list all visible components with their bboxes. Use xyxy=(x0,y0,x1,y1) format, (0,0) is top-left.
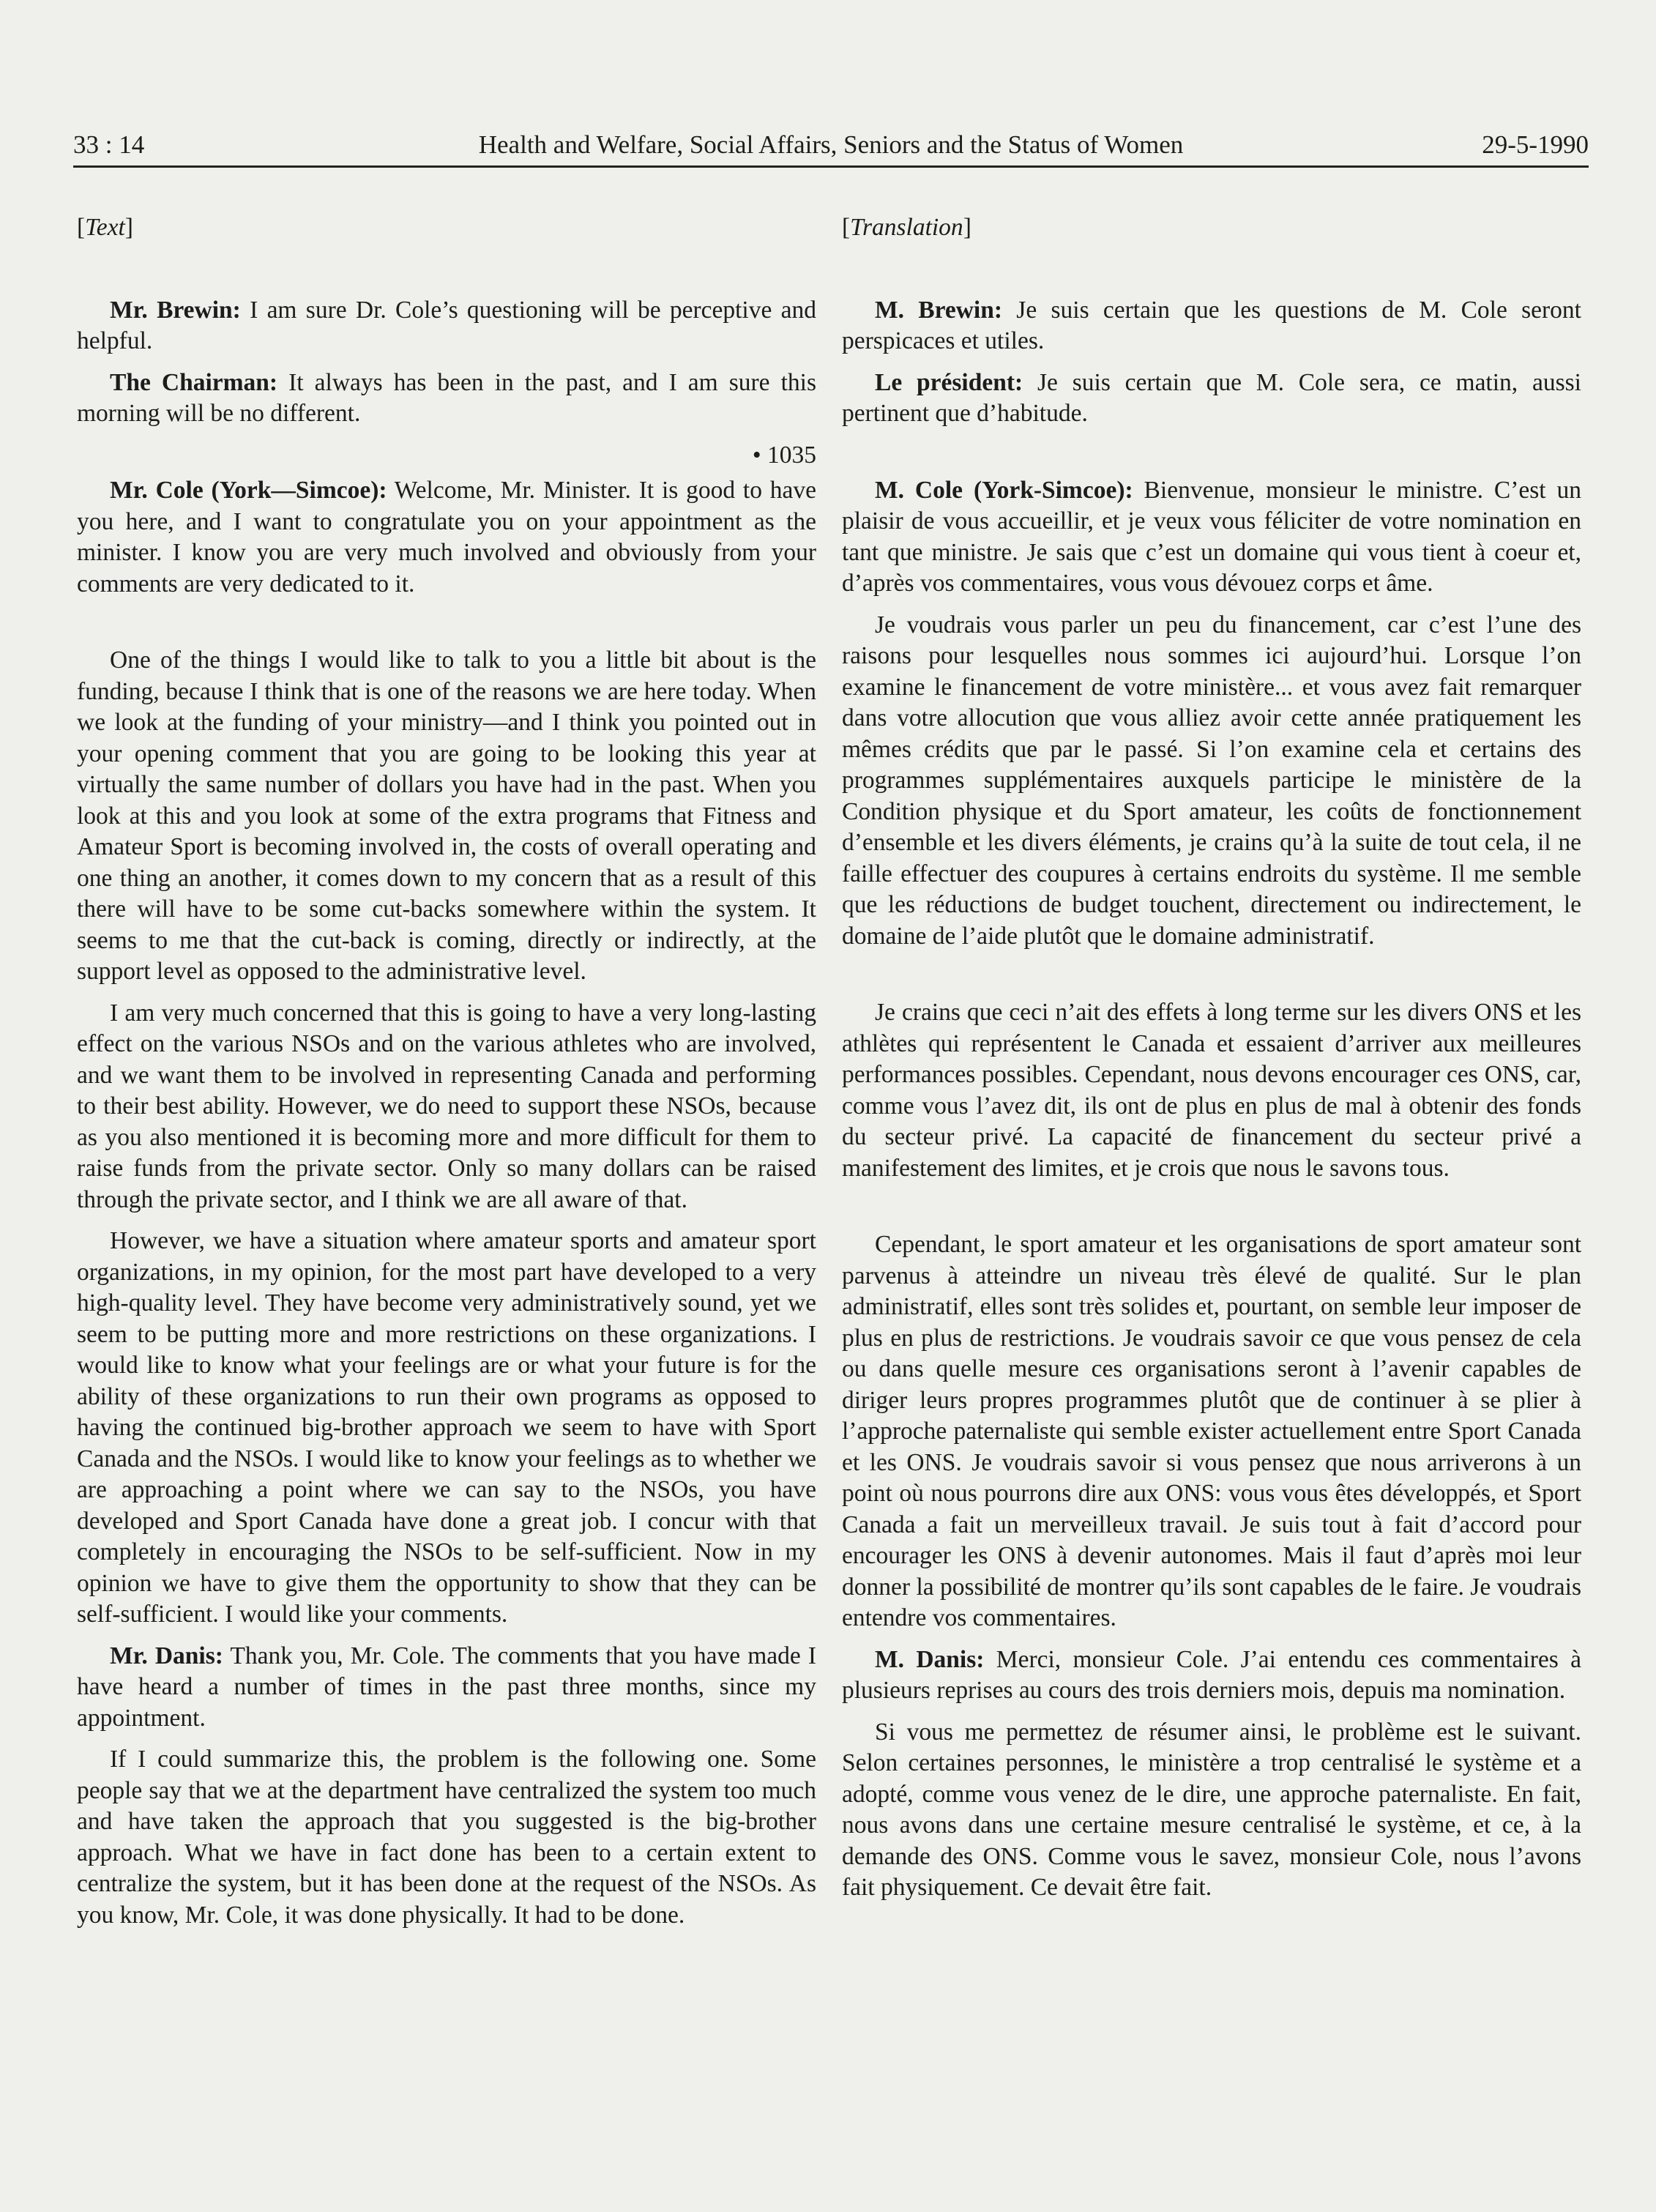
speaker-name: Mr. Brewin: xyxy=(110,296,241,324)
paragraph: One of the things I would like to talk to you a little bit about is the funding, because I think that is one of the reasons we are here today. When we look at the funding of your ministry—and I think you pointed out in your opening comment that you are going to be looking this year at virtually the same number of dollars you have had in the past. When you look at this and you look at some of the extra programs that Fitness and Amateur Sport is becoming involved in, the costs of overall operating and one thing an another, it comes down to my concern that as a result of this there will have to be some cut-backs somewhere within the system. It seems to me that the cut-back is coming, directly or indirectly, at the support level as opposed to the administrative level. xyxy=(77,647,816,985)
paragraph: However, we have a situation where amateur sports and amateur sport organizations, in my opinion, for the most part have developed to a very high-quality level. They have become very administratively sound, yet we seem to be putting more and more restrictions on these organizations. I would like to know what your feelings are or what your future is for the ability of these organizations to run their own programs as opposed to having the continued big-brother approach we seem to have with Sport Canada and the NSOs. I would like to know your feelings as to whether we are approaching a point where we can say to the NSOs, you have developed and Sport Canada have done a great job. I concur with that completely in encouraging the NSOs to be self-sufficient. Now in my opinion we have to give them the opportunity to show that they can be self-sufficient. I would like your comments. xyxy=(77,1227,816,1628)
speech-text: Bienvenue, monsieur le ministre. C’est un plaisir de vous accueillir, et je veux vous féliciter de votre nomination en tant que ministre. Je sais que c’est un domaine qui vous tient à coeur et, d’après vos commentaires, vous vous dévouez corps et âme. xyxy=(842,476,1581,597)
page-number: 33 : 14 xyxy=(73,130,145,159)
paragraph: I am very much concerned that this is going to have a very long-lasting effect on the various NSOs and on the various athletes who are involved, and we want them to be involved in representing Canada and performing to their best ability. However, we do need to support these NSOs, because as you also mentioned it is becoming more and more difficult for them to raise funds from the private sector. Only so many dollars can be raised through the private sector, and I think we are all aware of that. xyxy=(77,999,816,1213)
paragraph: Je crains que ceci n’ait des effets à long terme sur les divers ONS et les athlètes qui représentent le Canada et essaient d’arriver aux meilleures performances possibles. Cependant, nous devons encourager ces ONS, car, comme vous l’avez dit, ils ont de plus en plus de mal à obtenir des fonds du secteur privé. La capacité de financement du secteur privé a manifestement des limites, et je crois que nous le savons tous. xyxy=(842,999,1581,1182)
english-column xyxy=(77,212,816,1941)
speech-text: I am sure Dr. Cole’s questioning will be perceptive and helpful. xyxy=(77,296,816,354)
paragraph xyxy=(77,1641,816,1735)
paragraph xyxy=(842,1645,1581,1707)
speaker-name: M. Brewin: xyxy=(875,296,1003,324)
paragraph xyxy=(842,295,1581,357)
speech-text: Welcome, Mr. Minister. It is good to have you here, and I want to congratulate you on your appointment as the minister. I know you are very much involved and obviously from your comments are very dedicated to it. xyxy=(77,477,817,597)
speech-text: It always has been in the past, and I am sure this morning will be no different. xyxy=(77,368,816,427)
paragraph: Je voudrais vous parler un peu du financement, car c’est l’une des raisons pour lesquelles nous sommes ici aujourd’hui. Lorsque l’on examine le financement de votre ministère... et vous avez fait remarquer dans votre allocution que vous alliez avoir cette année pratiquement les mêmes crédits que par le passé. Si l’on examine cela et certains des programmes supplémentaires auxquels participe le ministère de la Condition physique et du Sport amateur, les coûts de fonctionnement d’ensemble et les divers éléments, je crains qu’à la suite de tout cela, il ne faille effectuer des coupures à certains endroits du système. Il me semble que les réductions de budget touchent, directement ou indirectement, le domaine de l’aide plutôt que le domaine administratif. xyxy=(842,611,1581,950)
column-label-text: [Text] xyxy=(77,214,133,241)
page-header xyxy=(73,129,1589,168)
speaker-name: M. Cole (York-Simcoe): xyxy=(875,476,1133,504)
speech-text: Je suis certain que les questions de M. Cole seront perspicaces et utiles. xyxy=(842,296,1581,354)
paragraph xyxy=(77,295,816,357)
speech-text: Thank you, Mr. Cole. The comments that you have made I have heard a number of times in the past three months, since my appointment. xyxy=(77,1642,816,1732)
header-date: 29-5-1990 xyxy=(1482,130,1589,159)
paragraph: If I could summarize this, the problem is the following one. Some people say that we at the department have centralized the system too much and have taken the approach that you suggested is the big-brother approach. What we have in fact done has been to a certain extent to centralize the system, but it has been done at the request of the NSOs. As you know, Mr. Cole, it was done physically. It had to be done. xyxy=(77,1746,816,1929)
speaker-name: The Chairman: xyxy=(110,368,278,396)
speaker-name: M. Danis: xyxy=(875,1645,985,1673)
speaker-name: Mr. Cole (York—Simcoe): xyxy=(110,477,387,504)
speech-text: Je suis certain que M. Cole sera, ce matin, aussi pertinent que d’habitude. xyxy=(842,368,1581,427)
speaker-name: Le président: xyxy=(875,368,1023,396)
speech-text: Merci, monsieur Cole. J’ai entendu ces commentaires à plusieurs reprises au cours des trois derniers mois, depuis ma nomination. xyxy=(842,1645,1581,1704)
time-marker: • 1035 xyxy=(752,441,816,469)
paragraph xyxy=(77,368,816,430)
running-title: Health and Welfare, Social Affairs, Seniors and the Status of Women xyxy=(478,130,1184,159)
paragraph xyxy=(842,368,1581,430)
french-column xyxy=(842,212,1581,1914)
paragraph: Si vous me permettez de résumer ainsi, le problème est le suivant. Selon certaines personnes, le ministère a trop centralisé le système et a adopté, comme vous venez de le dire, une approche paternaliste. En fait, nous avons dans une certaine mesure centralisé le système, et ce, à la demande des ONS. Comme vous le savez, monsieur Cole, nous l’avons fait physiquement. Ce devait être fait. xyxy=(842,1718,1581,1901)
paragraph xyxy=(77,475,816,600)
column-label-translation: [Translation] xyxy=(842,214,971,241)
paragraph xyxy=(842,475,1581,600)
paragraph: Cependant, le sport amateur et les organisations de sport amateur sont parvenus à atteindre un niveau très élevé de qualité. Sur le plan administratif, elles sont très solides et, pourtant, on semble leur imposer de plus en plus de restrictions. Je voudrais savoir ce que vous pensez de cela ou dans quelle mesure ces organisations seront à l’avenir capables de diriger leurs propres programmes plutôt que de continuer à se plier à l’approche paternaliste qui semble exister actuellement entre Sport Canada et les ONS. Je voudrais savoir si vous pensez que nous arriverons à un point où nous pourrons dire aux ONS: vous vous êtes développés, et Sport Canada a fait un merveilleux travail. Je suis tout à fait d’accord pour encourager les ONS à devenir autonomes. Mais il faut d’après moi leur donner la possibilité de montrer qu’ils sont capables de le faire. Je voudrais entendre vos commentaires. xyxy=(842,1231,1581,1631)
speaker-name: Mr. Danis: xyxy=(110,1642,223,1669)
